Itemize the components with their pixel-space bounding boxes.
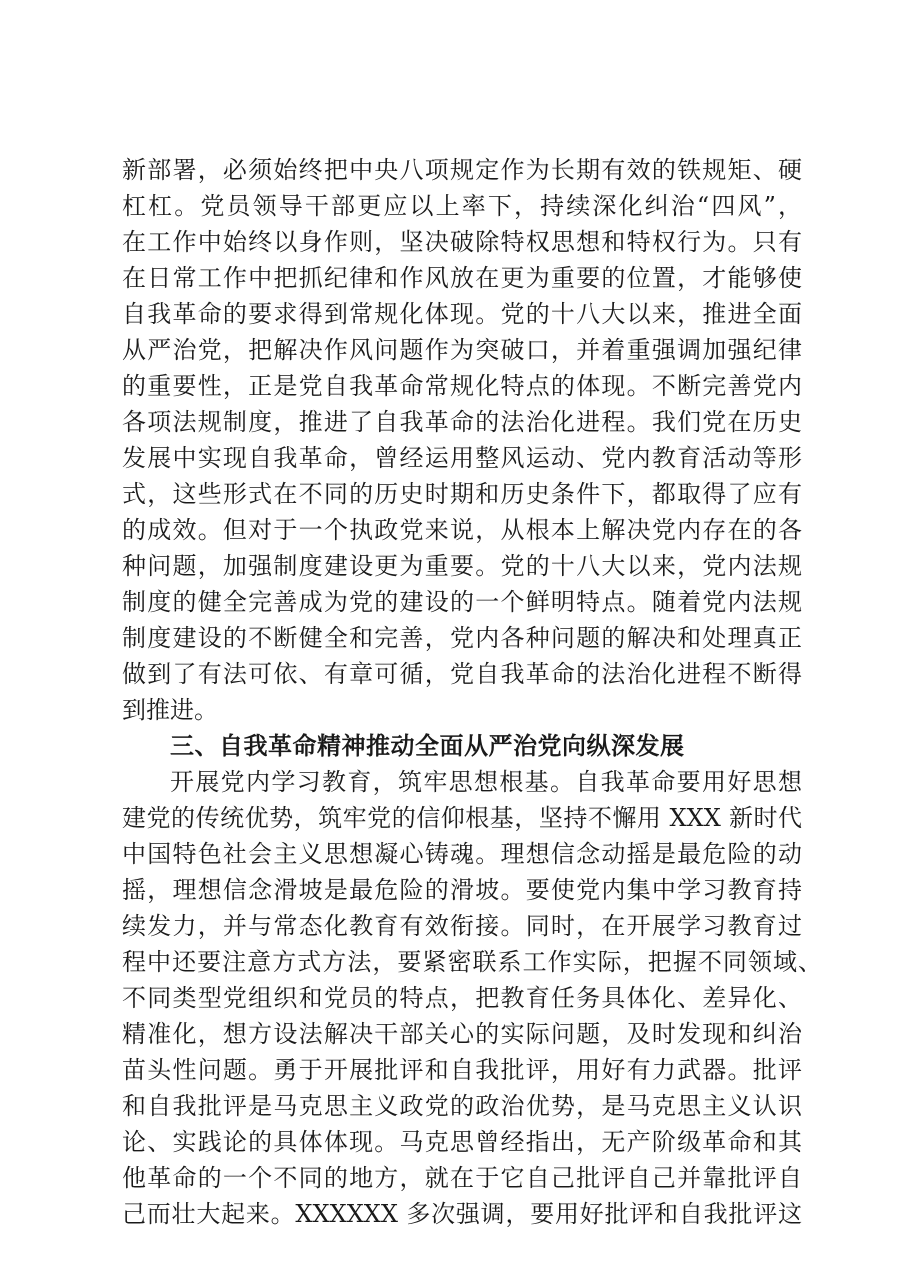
paragraph-line: 自我革命的要求得到常规化体现。党的十八大以来，推进全面 xyxy=(122,300,802,328)
paragraph-line: 和自我批评是马克思主义政党的政治优势，是马克思主义认识 xyxy=(122,1092,802,1120)
paragraph-line: 在工作中始终以身作则，坚决破除特权思想和特权行为。只有 xyxy=(122,228,802,256)
paragraph-line: 新部署，必须始终把中央八项规定作为长期有效的铁规矩、硬 xyxy=(122,156,802,184)
paragraph-line: 到推进。 xyxy=(122,696,218,724)
paragraph-line: 种问题，加强制度建设更为重要。党的十八大以来，党内法规 xyxy=(122,552,802,580)
paragraph-line: 程中还要注意方式方法，要紧密联系工作实际，把握不同领域、 xyxy=(122,948,822,976)
paragraph-line: 论、实践论的具体体现。马克思曾经指出，无产阶级革命和其 xyxy=(122,1128,802,1156)
paragraph-line: 中国特色社会主义思想凝心铸魂。理想信念动摇是最危险的动 xyxy=(122,840,802,868)
paragraph-line: 苗头性问题。勇于开展批评和自我批评，用好有力武器。批评 xyxy=(122,1056,802,1084)
paragraph-line: 制度建设的不断健全和完善，党内各种问题的解决和处理真正 xyxy=(122,624,802,652)
paragraph-line: 己而壮大起来。XXXXXX 多次强调，要用好批评和自我批评这 xyxy=(122,1200,802,1228)
paragraph-line: 杠杠。党员领导干部更应以上率下，持续深化纠治“四风”， xyxy=(122,192,802,220)
paragraph-line: 制度的健全完善成为党的建设的一个鲜明特点。随着党内法规 xyxy=(122,588,802,616)
section-heading: 三、自我革命精神推动全面从严治党向纵深发展 xyxy=(170,732,685,760)
paragraph-line: 的重要性，正是党自我革命常规化特点的体现。不断完善党内 xyxy=(122,372,802,400)
paragraph-line: 他革命的一个不同的地方，就在于它自己批评自己并靠批评自 xyxy=(122,1164,802,1192)
paragraph-line: 摇，理想信念滑坡是最危险的滑坡。要使党内集中学习教育持 xyxy=(122,876,802,904)
paragraph-line: 从严治党，把解决作风问题作为突破口，并着重强调加强纪律 xyxy=(122,336,802,364)
paragraph-line: 式，这些形式在不同的历史时期和历史条件下，都取得了应有 xyxy=(122,480,802,508)
paragraph-line: 的成效。但对于一个执政党来说，从根本上解决党内存在的各 xyxy=(122,516,802,544)
paragraph-line: 做到了有法可依、有章可循，党自我革命的法治化进程不断得 xyxy=(122,660,802,688)
paragraph-line: 在日常工作中把抓纪律和作风放在更为重要的位置，才能够使 xyxy=(122,264,802,292)
paragraph-line: 发展中实现自我革命，曾经运用整风运动、党内教育活动等形 xyxy=(122,444,802,472)
paragraph-line: 精准化，想方设法解决干部关心的实际问题，及时发现和纠治 xyxy=(122,1020,802,1048)
paragraph-line: 不同类型党组织和党员的特点，把教育任务具体化、差异化、 xyxy=(122,984,802,1012)
paragraph-line: 各项法规制度，推进了自我革命的法治化进程。我们党在历史 xyxy=(122,408,802,436)
paragraph-line: 开展党内学习教育，筑牢思想根基。自我革命要用好思想 xyxy=(170,768,802,796)
paragraph-line: 续发力，并与常态化教育有效衔接。同时，在开展学习教育过 xyxy=(122,912,802,940)
paragraph-line: 建党的传统优势，筑牢党的信仰根基，坚持不懈用 XXX 新时代 xyxy=(122,804,802,832)
